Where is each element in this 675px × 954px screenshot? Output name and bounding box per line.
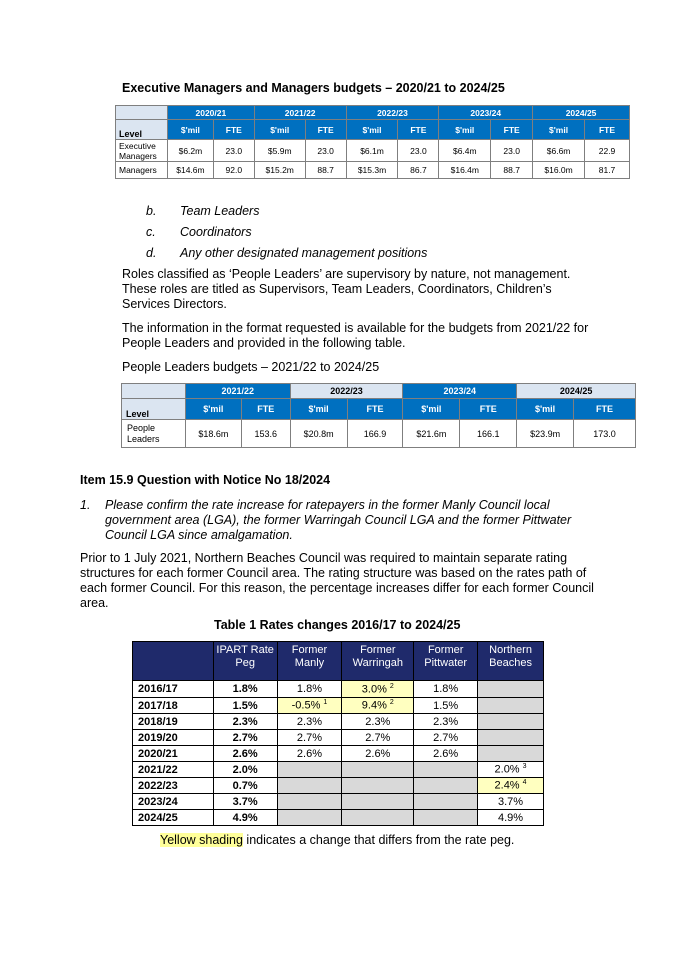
warringah-cell	[342, 698, 414, 714]
manly-cell	[277, 778, 342, 794]
mil-header: $'mil	[346, 120, 398, 140]
table-row	[133, 778, 544, 794]
warringah-cell: 2.3%	[342, 714, 414, 730]
header-manly: Former Manly	[277, 642, 342, 681]
year-header: 2020/21	[167, 106, 254, 120]
year-header: 2021/22	[185, 384, 290, 399]
year-cell: 2023/24	[133, 794, 214, 810]
paragraph-people-leaders: Roles classified as ‘People Leaders’ are supervisory by nature, not management. These roles are titled as Supervisors, Team Leaders, Coordinators, Children’s Services Directors.	[122, 267, 571, 311]
corner-cell	[133, 642, 214, 681]
mil-header: $'mil	[533, 120, 585, 140]
list-item	[146, 225, 156, 240]
pittwater-cell	[414, 762, 478, 778]
value: 2.4%	[494, 779, 520, 792]
cell: 23.0	[213, 140, 254, 162]
rates-table-title: Table 1 Rates changes 2016/17 to 2024/25	[214, 618, 461, 632]
cell: 92.0	[213, 162, 254, 179]
warringah-cell: 2.7%	[342, 730, 414, 746]
pittwater-cell: 2.6%	[414, 746, 478, 762]
cell: 86.7	[398, 162, 439, 179]
pittwater-cell	[414, 778, 478, 794]
cell: $18.6m	[185, 420, 241, 448]
year-header: 2024/25	[517, 384, 636, 399]
fte-header: FTE	[491, 120, 533, 140]
question-number: 1.	[80, 498, 91, 512]
cell: $5.9m	[254, 140, 305, 162]
table-row	[133, 698, 544, 714]
item-heading: Item 15.9 Question with Notice No 18/2024	[80, 473, 331, 487]
cell: $15.2m	[254, 162, 305, 179]
northern-beaches-cell	[478, 681, 544, 698]
table-row	[133, 730, 544, 746]
shading-note	[160, 833, 514, 848]
warringah-cell	[342, 778, 414, 794]
cell: $15.3m	[346, 162, 398, 179]
year-header: 2024/25	[533, 106, 630, 120]
northern-beaches-cell	[478, 730, 544, 746]
cell: 81.7	[585, 162, 630, 179]
pittwater-cell: 1.5%	[414, 698, 478, 714]
fte-header: FTE	[574, 399, 636, 420]
cell: 88.7	[305, 162, 346, 179]
fte-header: FTE	[241, 399, 290, 420]
cell: 23.0	[305, 140, 346, 162]
table-row	[133, 762, 544, 778]
cell: 166.9	[347, 420, 403, 448]
cell: 166.1	[460, 420, 517, 448]
pittwater-cell	[414, 794, 478, 810]
cell: $6.4m	[439, 140, 491, 162]
list-letter: d.	[146, 246, 157, 260]
list-item-text: Any other designated management positions	[180, 246, 428, 260]
northern-beaches-cell: 4.9%	[478, 810, 544, 826]
row-label: People Leaders	[122, 420, 186, 448]
year-cell: 2017/18	[133, 698, 214, 714]
rate-peg-cell: 2.0%	[213, 762, 277, 778]
rate-peg-cell: 4.9%	[213, 810, 277, 826]
mil-header: $'mil	[290, 399, 347, 420]
warringah-cell	[342, 810, 414, 826]
cell: $16.4m	[439, 162, 491, 179]
table-row	[116, 140, 630, 162]
mil-header: $'mil	[254, 120, 305, 140]
cell: $16.0m	[533, 162, 585, 179]
question-text: Please confirm the rate increase for ratepayers in the former Manly Council local government area (LGA), the former Warringah Council LGA and the former Pittwater Council LGA since amalgamation.	[105, 498, 572, 542]
rate-peg-cell: 0.7%	[213, 778, 277, 794]
cell: 23.0	[398, 140, 439, 162]
cell: 173.0	[574, 420, 636, 448]
exec-table-title: Executive Managers and Managers budgets – 2020/21 to 2024/25	[122, 81, 505, 95]
exec-budget-table	[115, 105, 630, 179]
shading-note-highlight: Yellow shading	[160, 833, 243, 847]
rate-peg-cell: 3.7%	[213, 794, 277, 810]
fte-header: FTE	[213, 120, 254, 140]
list-item-text: Team Leaders	[180, 204, 260, 218]
row-label: Executive Managers	[116, 140, 168, 162]
rate-peg-cell: 1.5%	[213, 698, 277, 714]
year-cell: 2021/22	[133, 762, 214, 778]
list-item	[146, 204, 156, 219]
mil-header: $'mil	[439, 120, 491, 140]
cell: $6.2m	[167, 140, 213, 162]
level-header: Level	[122, 399, 186, 420]
warringah-cell	[342, 681, 414, 698]
year-cell: 2020/21	[133, 746, 214, 762]
fte-header: FTE	[305, 120, 346, 140]
header-pittwater: Former Pittwater	[414, 642, 478, 681]
pittwater-cell: 2.7%	[414, 730, 478, 746]
list-letter: c.	[146, 225, 156, 239]
rate-peg-cell: 2.3%	[213, 714, 277, 730]
year-header: 2022/23	[290, 384, 403, 399]
cell: $14.6m	[167, 162, 213, 179]
cell: 23.0	[491, 140, 533, 162]
year-header: 2023/24	[439, 106, 533, 120]
year-cell: 2022/23	[133, 778, 214, 794]
fte-header: FTE	[585, 120, 630, 140]
year-cell: 2018/19	[133, 714, 214, 730]
row-label: Managers	[116, 162, 168, 179]
mil-header: $'mil	[403, 399, 460, 420]
people-table-title: People Leaders budgets – 2021/22 to 2024/25	[122, 360, 380, 374]
shading-note-text: indicates a change that differs from the rate peg.	[242, 833, 515, 847]
level-header: Level	[116, 120, 168, 140]
table-row	[133, 794, 544, 810]
cell: 22.9	[585, 140, 630, 162]
pittwater-cell: 1.8%	[414, 681, 478, 698]
cell: $23.9m	[517, 420, 574, 448]
cell: $6.6m	[533, 140, 585, 162]
answer-text: Prior to 1 July 2021, Northern Beaches Council was required to maintain separate rating structures for each former Council area. The rating structure was based on the rates path of each former Council. For this reason, the percentage increases differ for each former Council area.	[80, 551, 594, 610]
rate-peg-cell: 1.8%	[213, 681, 277, 698]
list-item	[146, 246, 156, 261]
manly-cell: 2.3%	[277, 714, 342, 730]
year-header: 2022/23	[346, 106, 439, 120]
table-row	[133, 746, 544, 762]
pittwater-cell	[414, 810, 478, 826]
table-row	[122, 420, 636, 448]
value: 3.0%	[361, 683, 387, 696]
cell: 88.7	[491, 162, 533, 179]
cell: 153.6	[241, 420, 290, 448]
cell: $6.1m	[346, 140, 398, 162]
year-header: 2023/24	[403, 384, 517, 399]
northern-beaches-cell	[478, 746, 544, 762]
header-northern-beaches: Northern Beaches	[478, 642, 544, 681]
warringah-cell	[342, 762, 414, 778]
rates-table	[132, 641, 544, 826]
manly-cell	[277, 810, 342, 826]
footnote: 2	[389, 682, 394, 690]
year-cell: 2016/17	[133, 681, 214, 698]
table-row	[133, 810, 544, 826]
header-warringah: Former Warringah	[342, 642, 414, 681]
list-item-text: Coordinators	[180, 225, 252, 239]
manly-cell: 2.7%	[277, 730, 342, 746]
cell: $21.6m	[403, 420, 460, 448]
northern-beaches-cell: 3.7%	[478, 794, 544, 810]
corner-cell	[116, 106, 168, 120]
mil-header: $'mil	[167, 120, 213, 140]
list-letter: b.	[146, 204, 157, 218]
table-row	[133, 714, 544, 730]
northern-beaches-cell	[478, 698, 544, 714]
rate-peg-cell: 2.7%	[213, 730, 277, 746]
manly-cell: 1.8%	[277, 681, 342, 698]
manly-cell	[277, 762, 342, 778]
manly-cell: 2.6%	[277, 746, 342, 762]
header-ipart: IPART Rate Peg	[213, 642, 277, 681]
people-leaders-table	[121, 383, 636, 448]
footnote: 3	[522, 763, 527, 771]
northern-beaches-cell	[478, 762, 544, 778]
mil-header: $'mil	[517, 399, 574, 420]
footnote: 1	[323, 699, 328, 707]
year-cell: 2024/25	[133, 810, 214, 826]
pittwater-cell: 2.3%	[414, 714, 478, 730]
manly-cell	[277, 698, 342, 714]
manly-cell	[277, 794, 342, 810]
northern-beaches-cell	[478, 714, 544, 730]
mil-header: $'mil	[185, 399, 241, 420]
fte-header: FTE	[398, 120, 439, 140]
fte-header: FTE	[460, 399, 517, 420]
paragraph-format: The information in the format requested is available for the budgets from 2021/22 for People Leaders and provided in the following table.	[122, 321, 589, 350]
value: -0.5%	[291, 699, 321, 712]
table-row	[116, 162, 630, 179]
corner-cell	[122, 384, 186, 399]
year-header: 2021/22	[254, 106, 346, 120]
value: 9.4%	[361, 699, 387, 712]
footnote: 4	[522, 779, 527, 787]
fte-header: FTE	[347, 399, 403, 420]
table-row	[133, 681, 544, 698]
northern-beaches-cell	[478, 778, 544, 794]
rate-peg-cell: 2.6%	[213, 746, 277, 762]
warringah-cell: 2.6%	[342, 746, 414, 762]
value: 2.0%	[494, 763, 520, 776]
year-cell: 2019/20	[133, 730, 214, 746]
footnote: 2	[389, 699, 394, 707]
cell: $20.8m	[290, 420, 347, 448]
warringah-cell	[342, 794, 414, 810]
